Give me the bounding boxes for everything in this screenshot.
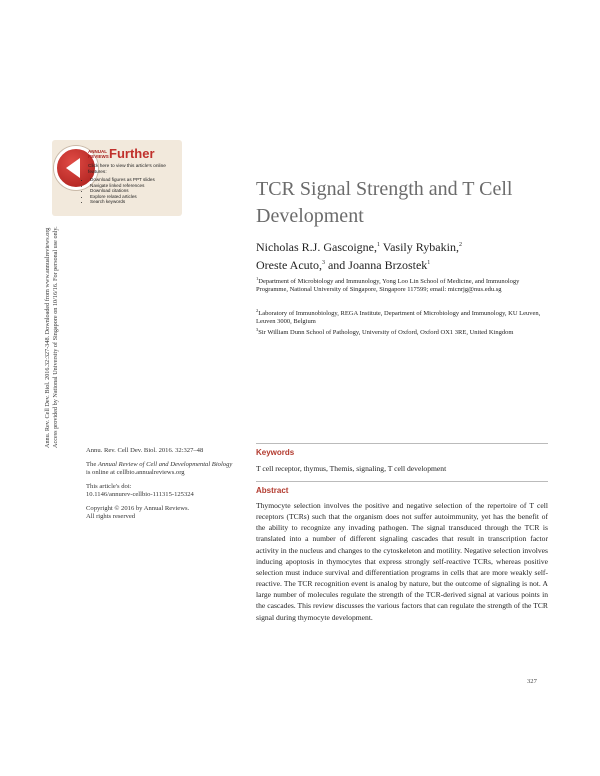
affiliation-mark: 2: [256, 308, 259, 313]
further-box[interactable]: [52, 140, 182, 216]
citation-block: [86, 447, 236, 527]
download-sidenote: [44, 226, 59, 448]
keywords-heading: Keywords: [256, 448, 295, 457]
author-affiliation-mark: 3: [321, 260, 325, 266]
further-feature-item[interactable]: • Download citations: [90, 188, 182, 194]
further-feature-item[interactable]: • Navigate linked references: [90, 183, 182, 189]
copyright-note: [86, 505, 236, 521]
online-note: [86, 461, 236, 477]
further-feature-item[interactable]: • Download figures as PPT slides: [90, 177, 182, 183]
abstract-text: Thymocyte selection involves the positive and negative selection of the repertoire of T cell receptors (TCRs) such that the organism does not suffer autoimmunity, yet has the benefit of the ability to recognize any invading pathogen. The signal transduced through the TCR is translated into a number of different signaling cascades that result in transcription factor activity in the nucleus and changes to the cytoskeleton and motility. Negative selection involves inducing apoptosis in thymocytes that express strongly self-reactive TCRs, whereas positive selection must induce survival and differentiation programs in cells that are more weakly self-reactive. The TCR recognition event is analog by nature, but the outcome of signaling is not. A large number of molecules regulate the strength of the TCR-derived signal at various points in the cascades. This review discusses the various factors that can regulate the strength of the TCR signal during thymocyte development.: [256, 501, 548, 622]
online-note-pre: The: [86, 461, 98, 468]
journal-citation: Annu. Rev. Cell Dev. Biol. 2016. 32:327–48: [86, 447, 204, 454]
sidenote-line-1: Annu. Rev. Cell Dev. Biol. 2016.32:327-348. Downloaded from www.annualreviews.org: [44, 227, 51, 448]
affiliation-text: Department of Microbiology and Immunology, Yong Loo Lin School of Medicine, and Immunology Programme, National University of Singapore, Singapore 117599; email: micnrjg@nus.edu.sg: [256, 278, 520, 294]
affiliation-text: Sir William Dunn School of Pathology, University of Oxford, Oxford OX1 3RE, United Kingdom: [258, 329, 514, 337]
page-number: 327: [527, 678, 537, 685]
further-intro: Click here to view this article's online features:: [88, 164, 166, 175]
author-affiliation-mark: 1: [427, 260, 431, 266]
further-feature-item[interactable]: • Search keywords: [90, 199, 182, 205]
author-name: Nicholas R.J. Gascoigne,: [256, 240, 377, 254]
further-feature-item[interactable]: • Explore related articles: [90, 194, 182, 200]
sidenote-line-2: Access provided by National University of Singapore on 10/16/16. For personal use only.: [51, 226, 59, 448]
journal-name: Annual Review of Cell and Developmental Biology: [97, 461, 233, 468]
keywords-text: T cell receptor, thymus, Themis, signaling, T cell development: [256, 464, 447, 473]
affiliation-text: Laboratory of Immunobiology, REGA Institute, Department of Microbiology and Immunology, KU Leuven, Leuven 3000, Belgium: [256, 310, 541, 326]
article-title: TCR Signal Strength and T Cell Development: [256, 178, 513, 227]
further-features-list: [82, 177, 182, 205]
author-affiliation-mark: 1: [376, 242, 380, 248]
abstract-rule: [256, 481, 548, 482]
copyright-text: Copyright © 2016 by Annual Reviews.: [86, 505, 190, 512]
doi-label: This article's doi:: [86, 483, 132, 490]
affiliation: [256, 307, 546, 326]
keywords-rule: [256, 443, 548, 444]
annual-reviews-logo-text: ANNUAL REVIEWS: [88, 149, 109, 159]
doi-link[interactable]: 10.1146/annurev-cellbio-111315-125324: [86, 491, 194, 498]
author-affiliation-mark: 2: [458, 242, 462, 248]
affiliation-mark: 1: [256, 276, 259, 281]
affiliation-mark: 3: [256, 327, 259, 332]
doi-note: [86, 483, 236, 499]
author-list: [256, 237, 546, 273]
rights-text: All rights reserved: [86, 513, 136, 520]
affiliation: [256, 326, 546, 337]
author-name: Oreste Acuto,: [256, 258, 322, 272]
author-name: and Joanna Brzostek: [324, 258, 428, 272]
further-title: Further: [109, 146, 155, 161]
online-note-post: is online at cellbio.annualreviews.org: [86, 469, 185, 476]
abstract-heading: Abstract: [256, 486, 289, 495]
author-name: Vasily Rybakin,: [379, 240, 459, 254]
affiliation: [256, 275, 546, 294]
